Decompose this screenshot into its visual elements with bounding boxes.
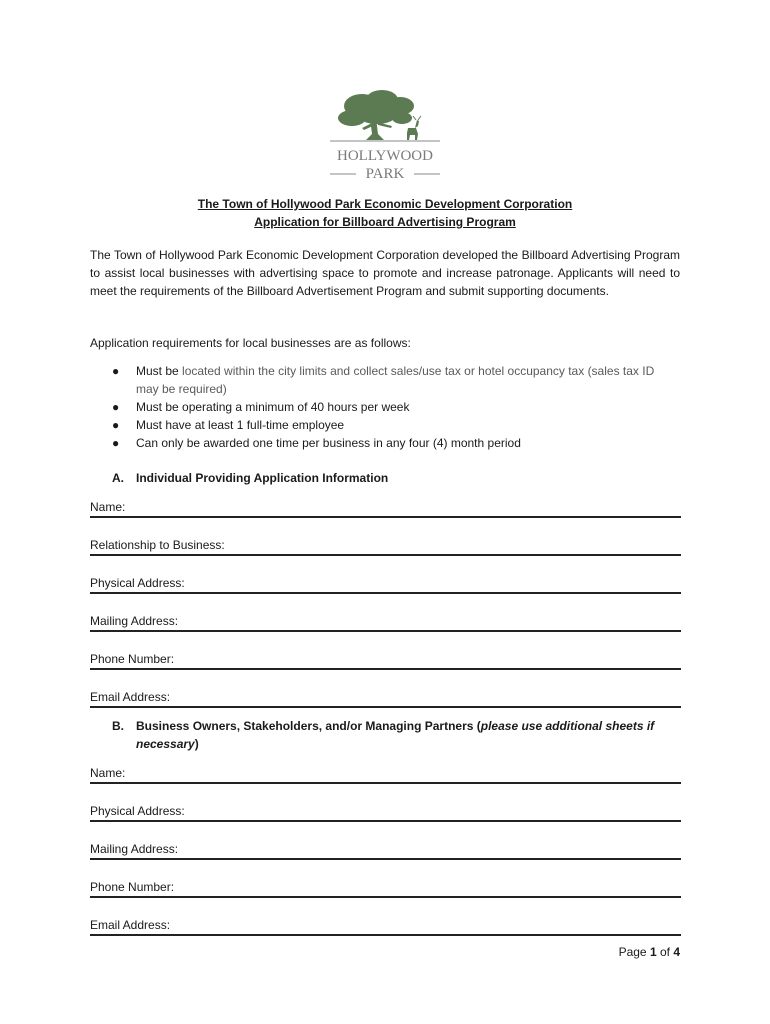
requirement-item (110, 398, 680, 416)
a-email-field[interactable] (90, 686, 681, 708)
bullet-icon: ● (112, 364, 120, 378)
intro-paragraph: The Town of Hollywood Park Economic Development Corporation developed the Billboard Advertising Program to assist local businesses with advertising space to promote and increase patronage. Applicants will need to meet the requirements of the Billboard Advertisement Program and submit supporting documents. (90, 248, 680, 298)
logo-text-hollywood: HOLLYWOOD (337, 148, 433, 164)
section-a-letter: A. (112, 471, 124, 485)
section-a-heading (112, 469, 672, 487)
a-mailing-address-label: Mailing Address: (90, 614, 179, 628)
requirement-1-prefix: Must be (136, 364, 183, 378)
b-email-label: Email Address: (90, 918, 171, 932)
b-name-label: Name: (90, 766, 126, 780)
page-total: 4 (673, 945, 680, 959)
requirement-1-text: located within the city limits and collect sales/use tax or hotel occupancy tax (sales tax ID may be required) (136, 364, 655, 396)
b-physical-address-label: Physical Address: (90, 804, 185, 818)
a-name-field[interactable] (90, 496, 681, 518)
a-phone-label: Phone Number: (90, 652, 175, 666)
section-b-letter: B. (112, 719, 124, 733)
b-mailing-address-label: Mailing Address: (90, 842, 179, 856)
requirements-intro: Application requirements for local businesses are as follows: (90, 336, 411, 350)
page-prefix: Page (618, 945, 650, 959)
section-b-title-end: ) (194, 737, 199, 751)
a-email-label: Email Address: (90, 690, 171, 704)
a-mailing-address-field[interactable] (90, 610, 681, 632)
b-physical-address-field[interactable] (90, 800, 681, 822)
requirement-item (110, 434, 680, 452)
a-phone-field[interactable] (90, 648, 681, 670)
logo-text-park: PARK (365, 166, 405, 182)
a-relationship-field[interactable] (90, 534, 681, 556)
tree-deer-logo-icon (322, 88, 448, 184)
requirement-item (110, 362, 680, 398)
section-b-heading (112, 717, 672, 753)
a-name-label: Name: (90, 500, 126, 514)
requirement-item (110, 416, 680, 434)
a-physical-address-label: Physical Address: (90, 576, 185, 590)
bullet-icon: ● (112, 400, 120, 414)
requirement-4-text: Can only be awarded one time per business in any four (4) month period (136, 436, 521, 450)
page-title-line2: Application for Billboard Advertising Program (254, 215, 516, 229)
bullet-icon: ● (112, 418, 120, 432)
b-phone-field[interactable] (90, 876, 681, 898)
b-email-field[interactable] (90, 914, 681, 936)
a-physical-address-field[interactable] (90, 572, 681, 594)
requirements-list (110, 362, 680, 452)
b-phone-label: Phone Number: (90, 880, 175, 894)
b-mailing-address-field[interactable] (90, 838, 681, 860)
hollywood-park-logo (322, 88, 448, 184)
page-of: of (656, 945, 674, 959)
page-current: 1 (649, 945, 657, 959)
bullet-icon: ● (112, 436, 120, 450)
requirement-3-text: Must have at least 1 full-time employee (136, 418, 345, 432)
section-b-title-italic: please use additional sheets if necessary (136, 719, 655, 751)
requirement-2-text: Must be operating a minimum of 40 hours per week (136, 400, 410, 414)
section-b-title: Business Owners, Stakeholders, and/or Managing Partners ( (136, 719, 481, 733)
page-title-line1: The Town of Hollywood Park Economic Development Corporation (197, 197, 573, 211)
a-relationship-label: Relationship to Business: (90, 538, 225, 552)
section-a-title: Individual Providing Application Information (136, 471, 389, 485)
page-number (619, 945, 680, 959)
b-name-field[interactable] (90, 762, 681, 784)
